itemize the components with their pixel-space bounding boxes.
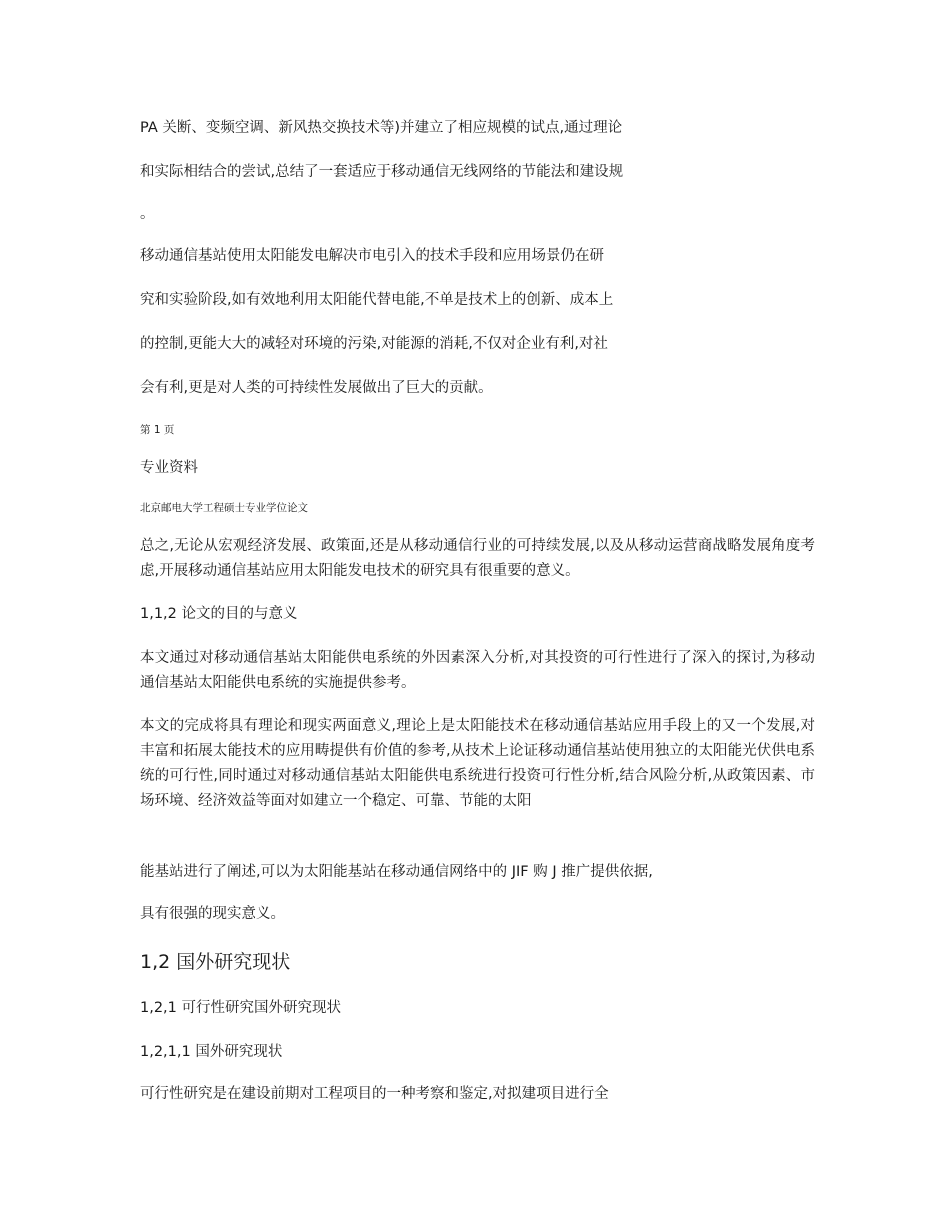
- text-line: 移动通信基站使用太阳能发电解决市电引入的技术手段和应用场景仍在研: [140, 248, 604, 264]
- paragraph-significance: 本文的完成将具有理论和现实两面意义,理论上是太阳能技术在移动通信基站应用手段上的又一个发展,对丰富和拓展太能技术的应用畴提供有价值的参考,从技术上论证移动通信基站使用独立的太阳能光伏供电系统的可行性,同时通过对移动通信基站太阳能供电系统进行投资可行性分析,结合风险分析,从政策因素、市场环境、经济效益等面对如建立一个稳定、可靠、节能的太阳: [140, 718, 815, 809]
- thesis-title: 北京邮电大学工程硕士专业学位论文: [140, 502, 308, 514]
- text-line: PA 关断、变频空调、新风热交换技术等)并建立了相应规模的试点,通过理论: [140, 120, 623, 136]
- header-label: 专业资料: [140, 460, 198, 476]
- text-line: 的控制,更能大大的减轻对环境的污染,对能源的消耗,不仅对企业有利,对社: [140, 336, 608, 352]
- section-heading-1-2: 1,2 国外研究现状: [140, 951, 291, 973]
- text-line: 可行性研究是在建设前期对工程项目的一种考察和鉴定,对拟建项目进行全: [140, 1086, 609, 1102]
- section-heading-1-2-1-1: 1,2,1,1 国外研究现状: [140, 1044, 283, 1060]
- paragraph-summary: 总之,无论从宏观经济发展、政策面,还是从移动通信行业的可持续发展,以及从移动运营商战略发展角度考虑,开展移动通信基站应用太阳能发电技术的研究具有很重要的意义。: [140, 538, 815, 579]
- text-line: 。: [140, 206, 155, 222]
- text-line: 具有很强的现实意义。: [140, 906, 285, 922]
- page-number: 第 1 页: [140, 424, 175, 436]
- text-line: 和实际相结合的尝试,总结了一套适应于移动通信无线网络的节能法和建设规: [140, 164, 624, 180]
- text-line: 究和实验阶段,如有效地利用太阳能代替电能,不单是技术上的创新、成本上: [140, 292, 614, 308]
- section-heading-1-2-1: 1,2,1 可行性研究国外研究现状: [140, 1000, 342, 1016]
- paragraph-purpose: 本文通过对移动通信基站太阳能供电系统的外因素深入分析,对其投资的可行性进行了深入的探讨,为移动通信基站太阳能供电系统的实施提供参考。: [140, 650, 815, 691]
- text-line: 会有利,更是对人类的可持续性发展做出了巨大的贡献。: [140, 380, 493, 396]
- text-line: 能基站进行了阐述,可以为太阳能基站在移动通信网络中的 JIF 购 J 推广提供依据,: [140, 864, 653, 880]
- section-heading-1-1-2: 1,1,2 论文的目的与意义: [140, 606, 298, 622]
